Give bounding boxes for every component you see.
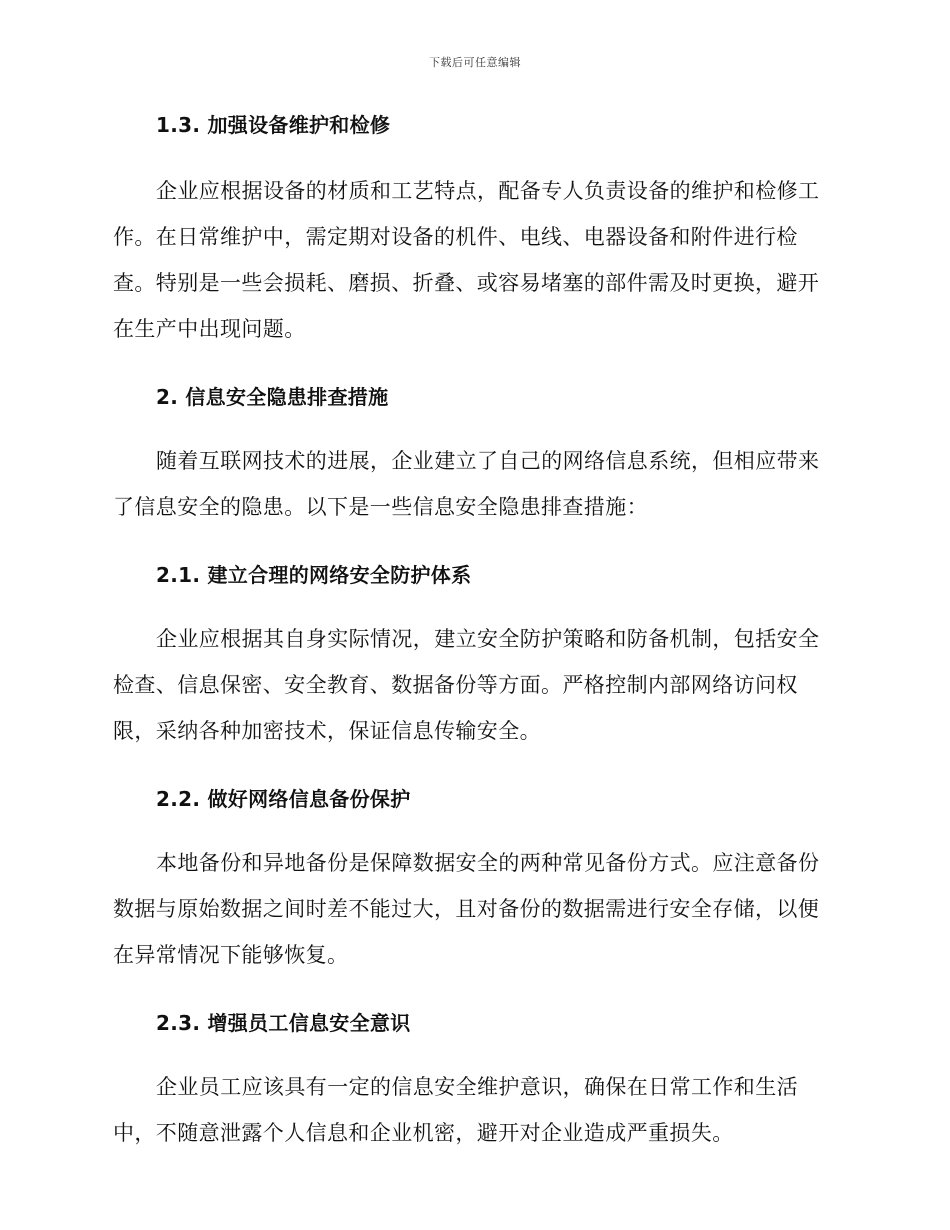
document-body [113, 110, 831, 1156]
section-paragraph-2-3: 企业员工应该具有一定的信息安全维护意识，确保在日常工作和生活中，不随意泄露个人信息和企业机密，避开对企业造成严重损失。 [113, 1075, 798, 1145]
header-note: 下载后可任意编辑 [429, 56, 521, 69]
section-paragraph-1-3: 企业应根据设备的材质和工艺特点，配备专人负责设备的维护和检修工作。在日常维护中，需定期对设备的机件、电线、电器设备和附件进行检查。特别是一些会损耗、磨损、折叠、或容易堵塞的部件需及时更换，避开在生产中出现问题。 [113, 179, 820, 341]
section-paragraph-2: 随着互联网技术的进展，企业建立了自己的网络信息系统，但相应带来了信息安全的隐患。以下是一些信息安全隐患排查措施： [113, 449, 820, 519]
section-paragraph-2-1: 企业应根据其自身实际情况，建立安全防护策略和防备机制，包括安全检查、信息保密、安全教育、数据备份等方面。严格控制内部网络访问权限，采纳各种加密技术，保证信息传输安全。 [113, 627, 820, 743]
section-heading-2: 2. 信息安全隐患排查措施 [156, 385, 389, 409]
section-heading-1-3: 1.3. 加强设备维护和检修 [156, 113, 391, 137]
section-heading-2-3: 2.3. 增强员工信息安全意识 [156, 1011, 411, 1035]
section-heading-2-1: 2.1. 建立合理的网络安全防护体系 [156, 563, 472, 587]
section-heading-2-2: 2.2. 做好网络信息备份保护 [156, 787, 411, 811]
section-paragraph-2-2: 本地备份和异地备份是保障数据安全的两种常见备份方式。应注意备份数据与原始数据之间时差不能过大，且对备份的数据需进行安全存储，以便在异常情况下能够恢复。 [113, 851, 820, 967]
